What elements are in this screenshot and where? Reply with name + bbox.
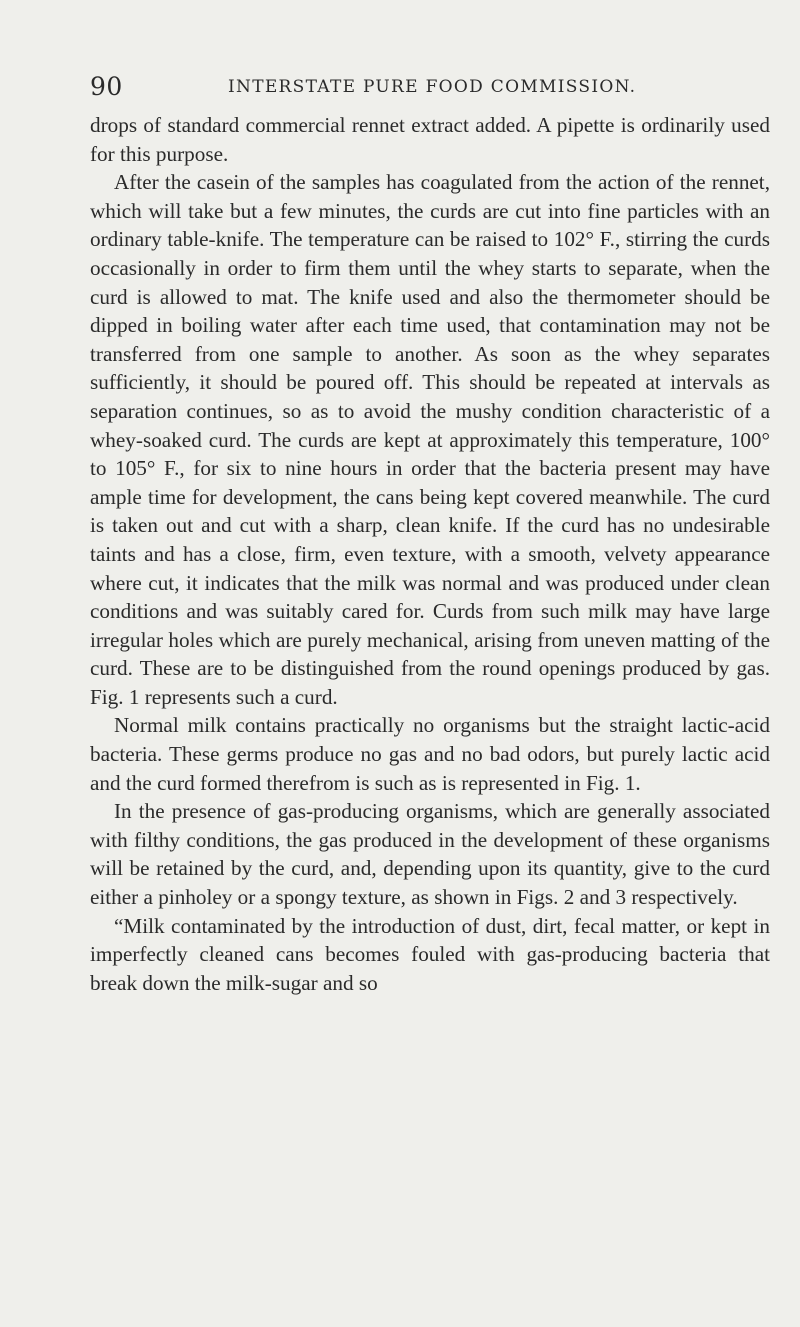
paragraph-continuation: drops of standard commercial rennet extract added. A pipette is ordinarily used for this purpose. xyxy=(90,113,770,166)
page-number: 90 xyxy=(90,72,123,101)
page-header xyxy=(90,72,770,106)
paragraph: In the presence of gas-producing organisms, which are generally associated with filthy conditions, the gas produced in the development of these organisms will be retained by the curd, and, depending upon its quantity, give to the curd either a pinholey or a spongy texture, as shown in Figs. 2 and 3 respectively. xyxy=(90,799,770,910)
body-text xyxy=(90,111,770,997)
paragraph-quote: “Milk contaminated by the introduction of dust, dirt, fecal matter, or kept in imperfectly cleaned cans becomes fouled with gas-producing bacteria that break down the milk-sugar and so xyxy=(90,913,770,995)
paragraph: Normal milk contains practically no organisms but the straight lactic-acid bacteria. These germs produce no gas and no bad odors, but purely lactic acid and the curd formed therefrom is such as is represented in Fig. 1. xyxy=(90,713,770,795)
paragraph: After the casein of the samples has coagulated from the action of the rennet, which will take but a few minutes, the curds are cut into fine particles with an ordinary table-knife. The temperature can be raised to 102° F., stirring the curds occasionally in order to firm them until the whey starts to separate, when the curd is allowed to mat. The knife used and also the thermometer should be dipped in boiling water after each time used, that contamination may not be transferred from one sample to another. As soon as the whey separates sufficiently, it should be poured off. This should be repeated at intervals as separation continues, so as to avoid the mushy condition characteristic of a whey-soaked curd. The curds are kept at approximately this temperature, 100° to 105° F., for six to nine hours in order that the bacteria present may have ample time for development, the cans being kept covered meanwhile. The curd is taken out and cut with a sharp, clean knife. If the curd has no undesirable taints and has a close, firm, even texture, with a smooth, velvety appearance where cut, it indicates that the milk was normal and was produced under clean conditions and was suitably cared for. Curds from such milk may have large irregular holes which are purely mechanical, arising from uneven matting of the curd. These are to be distinguished from the round openings produced by gas. Fig. 1 represents such a curd. xyxy=(90,170,770,709)
running-head: INTERSTATE PURE FOOD COMMISSION. xyxy=(228,77,637,97)
